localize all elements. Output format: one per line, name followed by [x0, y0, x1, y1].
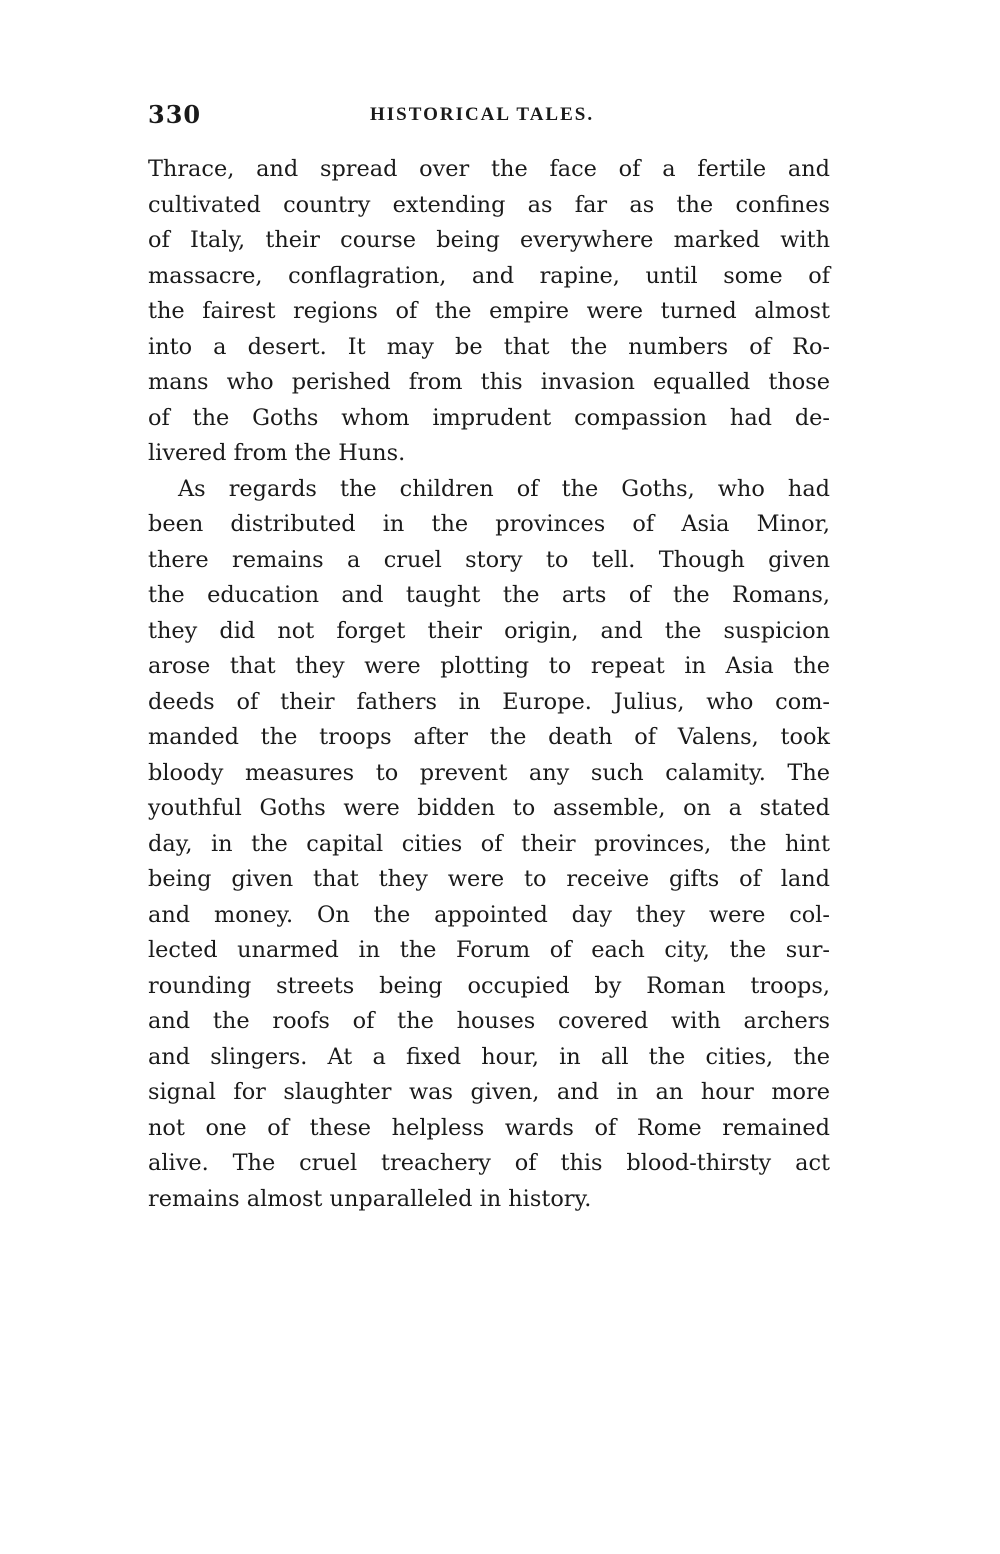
text-line: deeds of their fathers in Europe. Julius, who com- [148, 688, 830, 715]
text-line: the education and taught the arts of the Romans, [148, 582, 830, 608]
text-line: rounding streets being occupied by Roman troops, [148, 972, 830, 999]
body-text [148, 152, 830, 1217]
text-line: lected unarmed in the Forum of each city, the sur- [148, 937, 830, 963]
text-line: arose that they were plotting to repeat in Asia the [148, 653, 830, 679]
text-line: cultivated country extending as far as the confines [148, 191, 830, 218]
text-line: alive. The cruel treachery of this blood-thirsty act [148, 1150, 830, 1176]
text-line: of Italy, their course being everywhere marked with [148, 227, 830, 253]
text-line: of the Goths whom imprudent compassion had de- [148, 404, 830, 431]
text-line: been distributed in the provinces of Asia Minor, [148, 511, 830, 537]
text-line: day, in the capital cities of their provinces, the hint [148, 830, 830, 857]
paragraph-1 [148, 152, 830, 472]
text-line: Thrace, and spread over the face of a fertile and [148, 156, 830, 182]
text-line: youthful Goths were bidden to assemble, on a stated [148, 795, 830, 821]
text-line: As regards the children of the Goths, who had [178, 475, 830, 502]
text-line: not one of these helpless wards of Rome remained [148, 1114, 830, 1141]
running-title: HISTORICAL TALES. [370, 104, 595, 125]
text-line: into a desert. It may be that the numbers of Ro- [148, 333, 830, 360]
text-line: signal for slaughter was given, and in an hour more [148, 1079, 830, 1105]
text-line: manded the troops after the death of Valens, took [148, 724, 830, 750]
text-line: and the roofs of the houses covered with archers [148, 1008, 830, 1034]
text-line: there remains a cruel story to tell. Though given [148, 546, 830, 573]
text-line: livered from the Huns. [148, 440, 406, 466]
text-line: and slingers. At a fixed hour, in all the cities, the [148, 1043, 830, 1070]
running-head [148, 100, 830, 130]
text-line: the fairest regions of the empire were turned almost [148, 298, 830, 324]
text-line: mans who perished from this invasion equalled those [148, 369, 830, 395]
text-line: massacre, conflagration, and rapine, until some of [148, 262, 830, 289]
text-line: being given that they were to receive gifts of land [148, 866, 830, 892]
paragraph-2 [148, 472, 830, 1218]
text-line: bloody measures to prevent any such calamity. The [148, 759, 830, 786]
text-line: and money. On the appointed day they were col- [148, 901, 830, 928]
page-number: 330 [148, 100, 202, 129]
text-line: remains almost unparalleled in history. [148, 1185, 592, 1212]
text-line: they did not forget their origin, and the suspicion [148, 617, 830, 644]
